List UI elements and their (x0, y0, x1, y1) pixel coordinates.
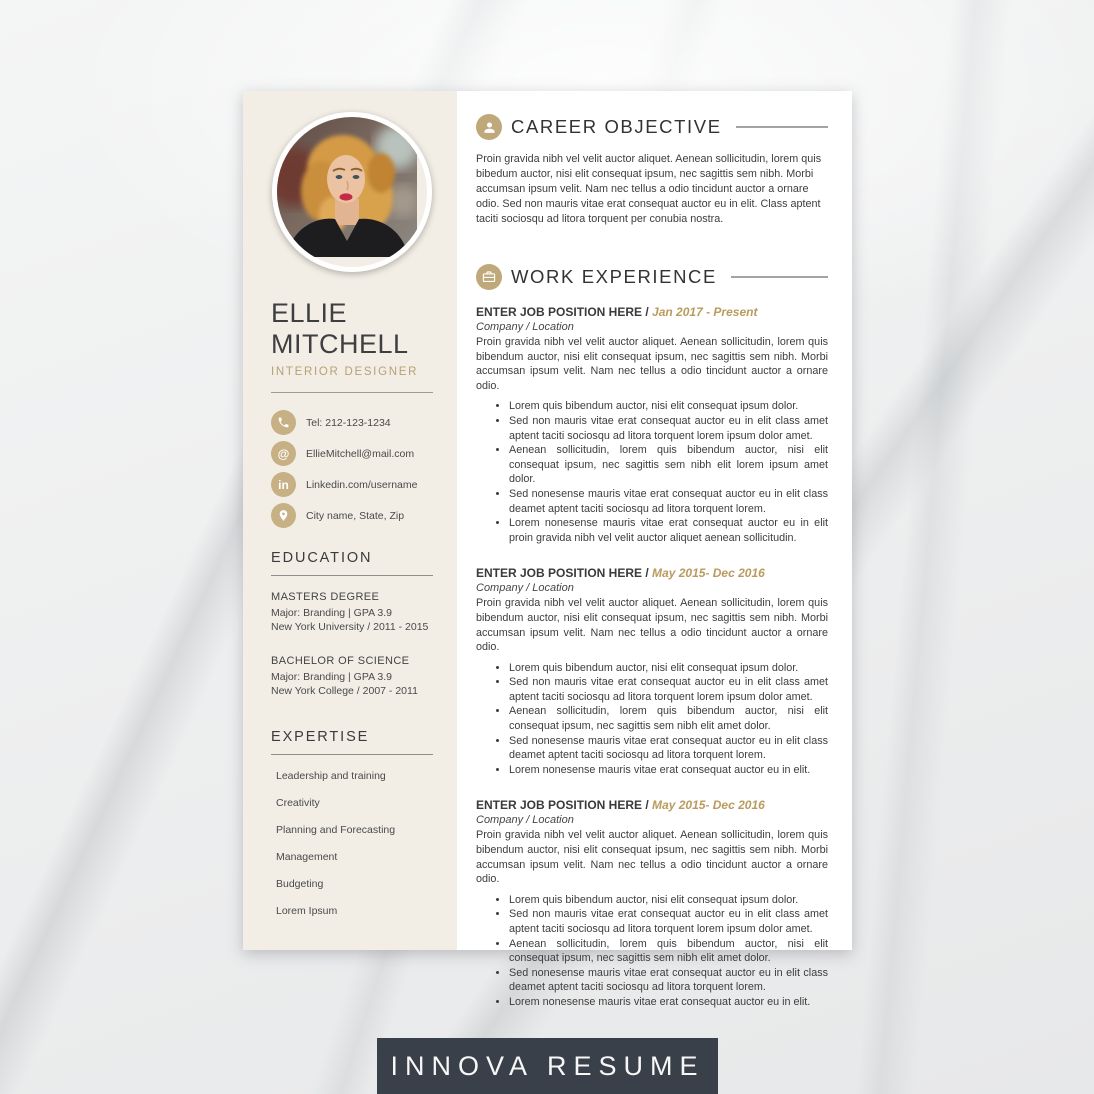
job-bullet: • Lorem quis bibendum auctor, nisi elit consequat ipsum dolor. (509, 399, 828, 414)
person-job-title: INTERIOR DESIGNER (271, 366, 419, 378)
job-bullet: • Sed nonesense mauris vitae erat consequat auctor eu in elit class deamet aptent taciti sociosqu ad litora torquent lorem. (509, 487, 828, 516)
resume-page (243, 91, 852, 1008)
job-bullet-list (476, 399, 828, 545)
job-bullet-list (476, 661, 828, 778)
job-bullet: • Aenean sollicitudin, lorem quis bibendum auctor, nisi elit consequat ipsum, nec sagittis sem nibh elit lorem ipsum amet dolor. (509, 443, 828, 487)
work-experience-title: WORK EXPERIENCE (511, 266, 717, 287)
job-title-line (476, 566, 828, 580)
job-entry (476, 566, 828, 777)
career-objective-title: CAREER OBJECTIVE (511, 116, 722, 137)
expertise-item: Creativity (276, 797, 320, 809)
job-bullet: • Sed non mauris vitae erat consequat auctor eu in elit class amet aptent taciti sociosqu ad litora torquent lorem ipsum dolor amet. (509, 414, 828, 443)
resume-sidebar (243, 91, 457, 950)
email-value: EllieMitchell@mail.com (306, 447, 415, 460)
job-bullet: • Lorem nonesense mauris vitae erat consequat auctor eu in elit proin gravida nibh vel velit auctor aliquet aenean sollicitudin. (509, 516, 828, 545)
degree-name: BACHELOR OF SCIENCE (271, 655, 410, 667)
heading-rule (731, 276, 828, 278)
education-section (271, 550, 433, 698)
job-summary: Proin gravida nibh vel velit auctor aliquet. Aenean sollicitudin, lorem quis bibendum auctor, nisi elit consequat ipsum, nec sagittis sem nibh. Morbi accumsan ipsum velit. Nam nec tellus a odio tincidunt auctor a ornare odio. (476, 597, 828, 654)
resume-main-column (457, 91, 852, 1008)
contact-row-linkedin (271, 472, 433, 497)
job-bullet: • Sed nonesense mauris vitae erat consequat auctor eu in elit class deamet aptent taciti sociosqu ad litora torquent lorem. (509, 966, 828, 995)
linkedin-icon: in (271, 472, 296, 497)
job-entry (476, 798, 828, 1009)
education-item (271, 655, 433, 698)
profile-photo-illustration (277, 117, 417, 257)
last-name: MITCHELL (271, 329, 409, 359)
job-summary: Proin gravida nibh vel velit auctor aliquet. Aenean sollicitudin, lorem quis bibendum auctor, nisi elit consequat ipsum, nec sagittis sem nibh. Morbi accumsan ipsum velit. Nam nec tellus a odio tincidunt auctor a ornare odio. (476, 336, 828, 392)
phone-value: Tel: 212-123-1234 (306, 416, 391, 429)
job-dates: May 2015- Dec 2016 (652, 566, 765, 581)
career-objective-text: Proin gravida nibh vel velit auctor aliquet. Aenean sollicitudin, lorem quis bibedum auctor, nisi elit consequat ipsum, nec sagittis sem nibh. Morbi accumsan ipsum velit. Nam nec tellus a odio tincidunt auctor a ornare odio. Sed non mauris vitae erat consequat auctor eu in elit. Class aptent taciti sociosqu ad litora torquent per conubia nostra. (476, 153, 822, 225)
job-bullet: • Sed non mauris vitae erat consequat auctor eu in elit class amet aptent taciti sociosqu ad litora torquent lorem ipsum dolor amet. (509, 907, 828, 936)
jobs-list (476, 305, 828, 1010)
job-company: Company / Location (476, 321, 574, 333)
job-title-line (476, 305, 828, 319)
degree-major: Major: Branding | GPA 3.9 (271, 607, 393, 619)
location-value: City name, State, Zip (306, 509, 405, 522)
expertise-section (271, 729, 433, 917)
expertise-heading: EXPERTISE (271, 729, 433, 755)
expertise-item: Planning and Forecasting (276, 824, 396, 836)
job-bullet: • Aenean sollicitudin, lorem quis bibendum auctor, nisi elit consequat ipsum, nec sagittis sem nibh elit amet dolor. (509, 937, 828, 966)
contact-row-location (271, 503, 433, 528)
linkedin-value: Linkedin.com/username (306, 478, 418, 491)
education-item (271, 591, 433, 634)
job-company: Company / Location (476, 814, 574, 827)
brand-name: INNOVA RESUME (390, 1050, 705, 1081)
contact-row-phone (271, 410, 433, 435)
briefcase-icon (476, 264, 502, 290)
job-bullet: • Lorem nonesense mauris vitae erat consequat auctor eu in elit. (509, 763, 828, 778)
education-heading: EDUCATION (271, 550, 433, 576)
expertise-item: Lorem Ipsum (276, 905, 338, 917)
contact-row-email (271, 441, 433, 466)
divider (271, 392, 433, 393)
job-position: ENTER JOB POSITION HERE / (476, 798, 649, 813)
at-icon: @ (271, 441, 296, 466)
job-title-line (476, 798, 828, 812)
phone-icon (271, 410, 296, 435)
job-dates: Jan 2017 - Present (652, 305, 758, 319)
job-bullet: • Sed non mauris vitae erat consequat auctor eu in elit class amet aptent taciti sociosqu ad litora torquent lorem ipsum dolor amet. (509, 675, 828, 704)
person-name (271, 298, 433, 360)
location-icon (271, 503, 296, 528)
job-position: ENTER JOB POSITION HERE / (476, 566, 649, 581)
heading-rule (736, 126, 828, 128)
job-position: ENTER JOB POSITION HERE / (476, 305, 649, 319)
person-icon (476, 114, 502, 140)
job-entry (476, 305, 828, 545)
degree-major: Major: Branding | GPA 3.9 (271, 671, 393, 683)
job-bullet: • Lorem quis bibendum auctor, nisi elit consequat ipsum dolor. (509, 661, 828, 676)
job-bullet: • Aenean sollicitudin, lorem quis bibendum auctor, nisi elit consequat ipsum, nec sagittis sem nibh elit amet dolor. (509, 704, 828, 733)
job-bullet: • Sed nonesense mauris vitae erat consequat auctor eu in elit class deamet aptent taciti sociosqu ad litora torquent lorem. (509, 734, 828, 763)
job-company: Company / Location (476, 582, 574, 595)
expertise-item: Management (276, 851, 338, 863)
work-experience-header (476, 264, 828, 290)
expertise-item: Budgeting (276, 878, 324, 890)
brand-banner (377, 1038, 718, 1094)
job-bullet: • Lorem quis bibendum auctor, nisi elit consequat ipsum dolor. (509, 893, 828, 908)
career-objective-header (476, 114, 828, 140)
job-dates: May 2015- Dec 2016 (652, 798, 765, 813)
expertise-item: Leadership and training (276, 770, 386, 782)
degree-school: New York University / 2011 - 2015 (271, 621, 429, 633)
job-bullet-list (476, 893, 828, 1010)
job-bullet: • Lorem nonesense mauris vitae erat consequat auctor eu in elit. (509, 995, 828, 1010)
profile-photo (272, 112, 432, 272)
job-summary: Proin gravida nibh vel velit auctor aliquet. Aenean sollicitudin, lorem quis bibendum auctor, nisi elit consequat ipsum, nec sagittis sem nibh. Morbi accumsan ipsum velit. Nam nec tellus a odio tincidunt auctor a ornare odio. (476, 829, 828, 886)
contact-section (271, 410, 433, 528)
degree-name: MASTERS DEGREE (271, 591, 380, 603)
degree-school: New York College / 2007 - 2011 (271, 685, 418, 697)
first-name: ELLIE (271, 298, 348, 328)
